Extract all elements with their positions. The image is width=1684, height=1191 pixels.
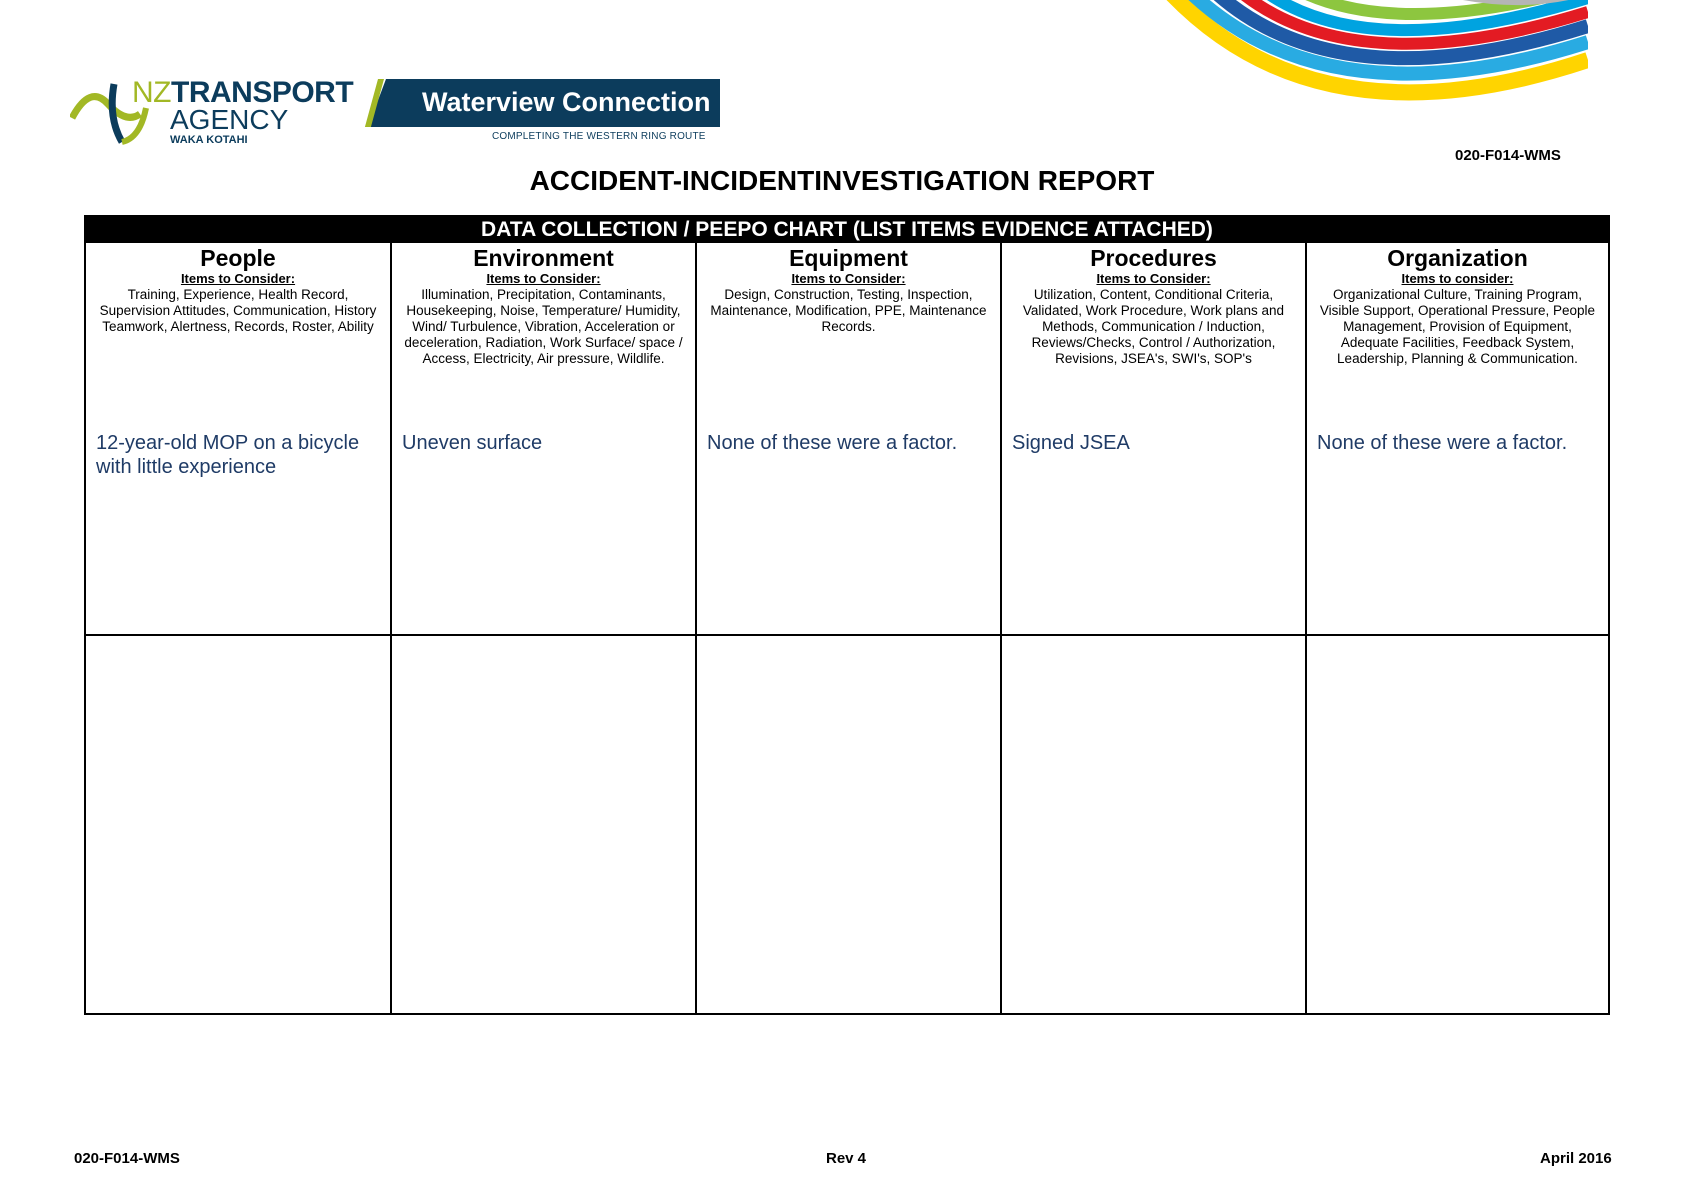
form-code: 020-F014-WMS [1455,147,1561,164]
column-subtitle: Items to Consider: [1096,271,1211,286]
row-divider [697,634,1000,636]
column-entry[interactable]: Uneven surface [402,432,543,454]
row-divider [392,634,695,636]
logo-transport: TRANSPORT [171,76,354,109]
footer-form-code: 020-F014-WMS [74,1150,180,1167]
column-organization [1305,243,1608,1013]
column-entry[interactable]: None of these were a factor. [1317,432,1568,454]
logo-nz: NZ [132,76,171,109]
nzta-logo [70,78,365,148]
column-subtitle: Items to consider: [1401,271,1514,286]
column-environment [390,243,695,1013]
column-title: Procedures [1090,245,1217,271]
logo-waka-kotahi: WAKA KOTAHI [170,134,248,146]
column-items: Utilization, Content, Conditional Criteria, Validated, Work Procedure, Work plans and Methods, Communication / Induction, Reviews/Checks, Control / Authorization, Revisions, JSEA's, SWI's, SOP's [1022,287,1285,366]
waterview-logo [360,79,720,145]
column-subtitle: Items to Consider: [791,271,906,286]
column-title: Equipment [789,245,908,271]
row-divider [86,634,390,636]
row-divider [1307,634,1608,636]
logo-agency: AGENCY [170,104,289,135]
row-divider [1002,634,1305,636]
column-subtitle: Items to Consider: [180,271,296,286]
column-title: People [200,245,276,271]
column-subtitle: Items to Consider: [486,271,601,286]
column-entry[interactable]: Signed JSEA [1012,432,1130,454]
decorative-arcs-icon [1158,0,1588,150]
waterview-title: Waterview Connection [422,87,711,117]
peepo-chart-table [84,215,1610,1015]
column-items: Training, Experience, Health Record, Supervision Attitudes, Communication, History Teamwork, Alertness, Records, Roster, Ability [99,287,377,334]
column-items: Illumination, Precipitation, Contaminants, Housekeeping, Noise, Temperature/ Humidity, Wind/ Turbulence, Vibration, Acceleration or deceleration, Radiation, Work Surface/ space / Access, Electricity, Air pressure, Wildlife. [404,287,683,366]
column-items: Organizational Culture, Training Program, Visible Support, Operational Pressure, People Management, Provision of Equipment, Adequate Facilities, Feedback System, Leadership, Planning & Communication. [1319,287,1596,366]
waterview-subtitle: COMPLETING THE WESTERN RING ROUTE [492,131,706,142]
column-entry[interactable]: None of these were a factor. [707,432,958,454]
column-equipment [695,243,1000,1013]
peepo-chart-header: DATA COLLECTION / PEEPO CHART (LIST ITEMS EVIDENCE ATTACHED) [86,217,1608,243]
column-entry[interactable]: 12-year-old MOP on a bicycle with little experience [96,432,360,478]
column-procedures [1000,243,1305,1013]
column-items: Design, Construction, Testing, Inspection, Maintenance, Modification, PPE, Maintenance Records. [710,287,987,334]
footer-revision: Rev 4 [826,1150,867,1167]
column-title: Environment [473,245,614,271]
report-title: ACCIDENT-INCIDENTINVESTIGATION REPORT [529,165,1155,196]
footer-date: April 2016 [1540,1150,1612,1167]
column-title: Organization [1387,245,1528,271]
column-people [86,243,390,1013]
